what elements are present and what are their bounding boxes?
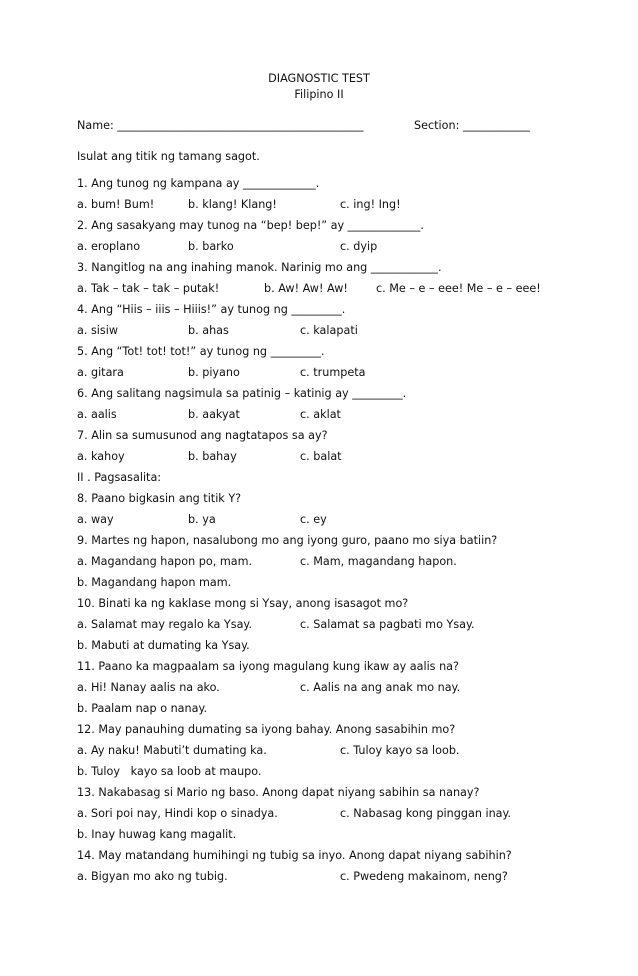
q8-choice-a: a. way — [77, 513, 114, 526]
question-4: 4. Ang “Hiis – iiis – Hiiis!” ay tunog ng _________. — [77, 303, 346, 316]
q7-choice-b: b. bahay — [188, 450, 237, 463]
question-10: 10. Binati ka ng kaklase mong si Ysay, anong isasagot mo? — [77, 597, 409, 610]
q5-choice-b: b. piyano — [188, 366, 240, 379]
question-2: 2. Ang sasakyang may tunog na “bep! bep!” ay _____________. — [77, 219, 424, 232]
q5-choice-c: c. trumpeta — [300, 366, 366, 379]
q2-choice-b: b. barko — [188, 240, 234, 253]
q9-choice-a: a. Magandang hapon po, mam. — [77, 555, 253, 568]
q6-choice-a: a. aalis — [77, 408, 117, 421]
q9-choice-c: c. Mam, magandang hapon. — [300, 555, 457, 568]
q8-choice-c: c. ey — [300, 513, 327, 526]
question-11: 11. Paano ka magpaalam sa iyong magulang kung ikaw ay aalis na? — [77, 660, 459, 673]
q1-choice-b: b. klang! Klang! — [188, 198, 277, 211]
q5-choice-a: a. gitara — [77, 366, 124, 379]
q10-choice-c: c. Salamat sa pagbati mo Ysay. — [300, 618, 475, 631]
q9-choice-b: b. Magandang hapon mam. — [77, 576, 232, 589]
q13-choice-b: b. Inay huwag kang magalit. — [77, 828, 237, 841]
question-14: 14. May matandang humihingi ng tubig sa inyo. Anong dapat niyang sabihin? — [77, 849, 512, 862]
q1-choice-c: c. ing! Ing! — [340, 198, 401, 211]
q11-choice-c: c. Aalis na ang anak mo nay. — [300, 681, 461, 694]
q8-choice-b: b. ya — [188, 513, 216, 526]
question-6: 6. Ang salitang nagsimula sa patinig – katinig ay _________. — [77, 387, 407, 400]
q2-choice-c: c. dyip — [340, 240, 378, 253]
q11-choice-b: b. Paalam nap o nanay. — [77, 702, 208, 715]
q4-choice-b: b. ahas — [188, 324, 229, 337]
question-1: 1. Ang tunog ng kampana ay _____________. — [77, 177, 320, 190]
q12-choice-c: c. Tuloy kayo sa loob. — [340, 744, 460, 757]
q3-choice-c: c. Me – e – eee! Me – e – eee! — [376, 282, 541, 295]
q2-choice-a: a. eroplano — [77, 240, 141, 253]
q13-choice-a: a. Sori poi nay, Hindi kop o sinadya. — [77, 807, 278, 820]
q7-choice-a: a. kahoy — [77, 450, 125, 463]
name-field-label: Name: ____________________________________________ — [77, 119, 364, 132]
question-3: 3. Nangitlog na ang inahing manok. Narinig mo ang ____________. — [77, 261, 442, 274]
q12-choice-a: a. Ay naku! Mabuti’t dumating ka. — [77, 744, 267, 757]
q14-choice-c: c. Pwedeng makainom, neng? — [340, 870, 508, 883]
section-field-label: Section: ____________ — [414, 119, 531, 132]
instruction: Isulat ang titik ng tamang sagot. — [77, 150, 260, 163]
q6-choice-c: c. aklat — [300, 408, 341, 421]
question-7: 7. Alin sa sumusunod ang nagtatapos sa ay? — [77, 429, 328, 442]
test-subtitle: Filipino II — [294, 88, 344, 101]
q4-choice-a: a. sisiw — [77, 324, 118, 337]
q1-choice-a: a. bum! Bum! — [77, 198, 155, 211]
q10-choice-a: a. Salamat may regalo ka Ysay. — [77, 618, 253, 631]
q11-choice-a: a. Hi! Nanay aalis na ako. — [77, 681, 220, 694]
question-12: 12. May panauhing dumating sa iyong bahay. Anong sasabihin mo? — [77, 723, 456, 736]
test-title: DIAGNOSTIC TEST — [268, 72, 370, 85]
q10-choice-b: b. Mabuti at dumating ka Ysay. — [77, 639, 250, 652]
section-heading: II . Pagsasalita: — [77, 471, 162, 484]
q13-choice-c: c. Nabasag kong pinggan inay. — [340, 807, 512, 820]
q6-choice-b: b. aakyat — [188, 408, 240, 421]
q3-choice-a: a. Tak – tak – tak – putak! — [77, 282, 220, 295]
q4-choice-c: c. kalapati — [300, 324, 358, 337]
q3-choice-b: b. Aw! Aw! Aw! — [264, 282, 348, 295]
q14-choice-a: a. Bigyan mo ako ng tubig. — [77, 870, 228, 883]
q7-choice-c: c. balat — [300, 450, 342, 463]
question-8: 8. Paano bigkasin ang titik Y? — [77, 492, 242, 505]
q12-choice-b: b. Tuloy kayo sa loob at maupo. — [77, 765, 262, 778]
question-5: 5. Ang “Tot! tot! tot!” ay tunog ng _________. — [77, 345, 325, 358]
question-9: 9. Martes ng hapon, nasalubong mo ang iyong guro, paano mo siya batiin? — [77, 534, 498, 547]
question-13: 13. Nakabasag si Mario ng baso. Anong dapat niyang sabihin sa nanay? — [77, 786, 480, 799]
